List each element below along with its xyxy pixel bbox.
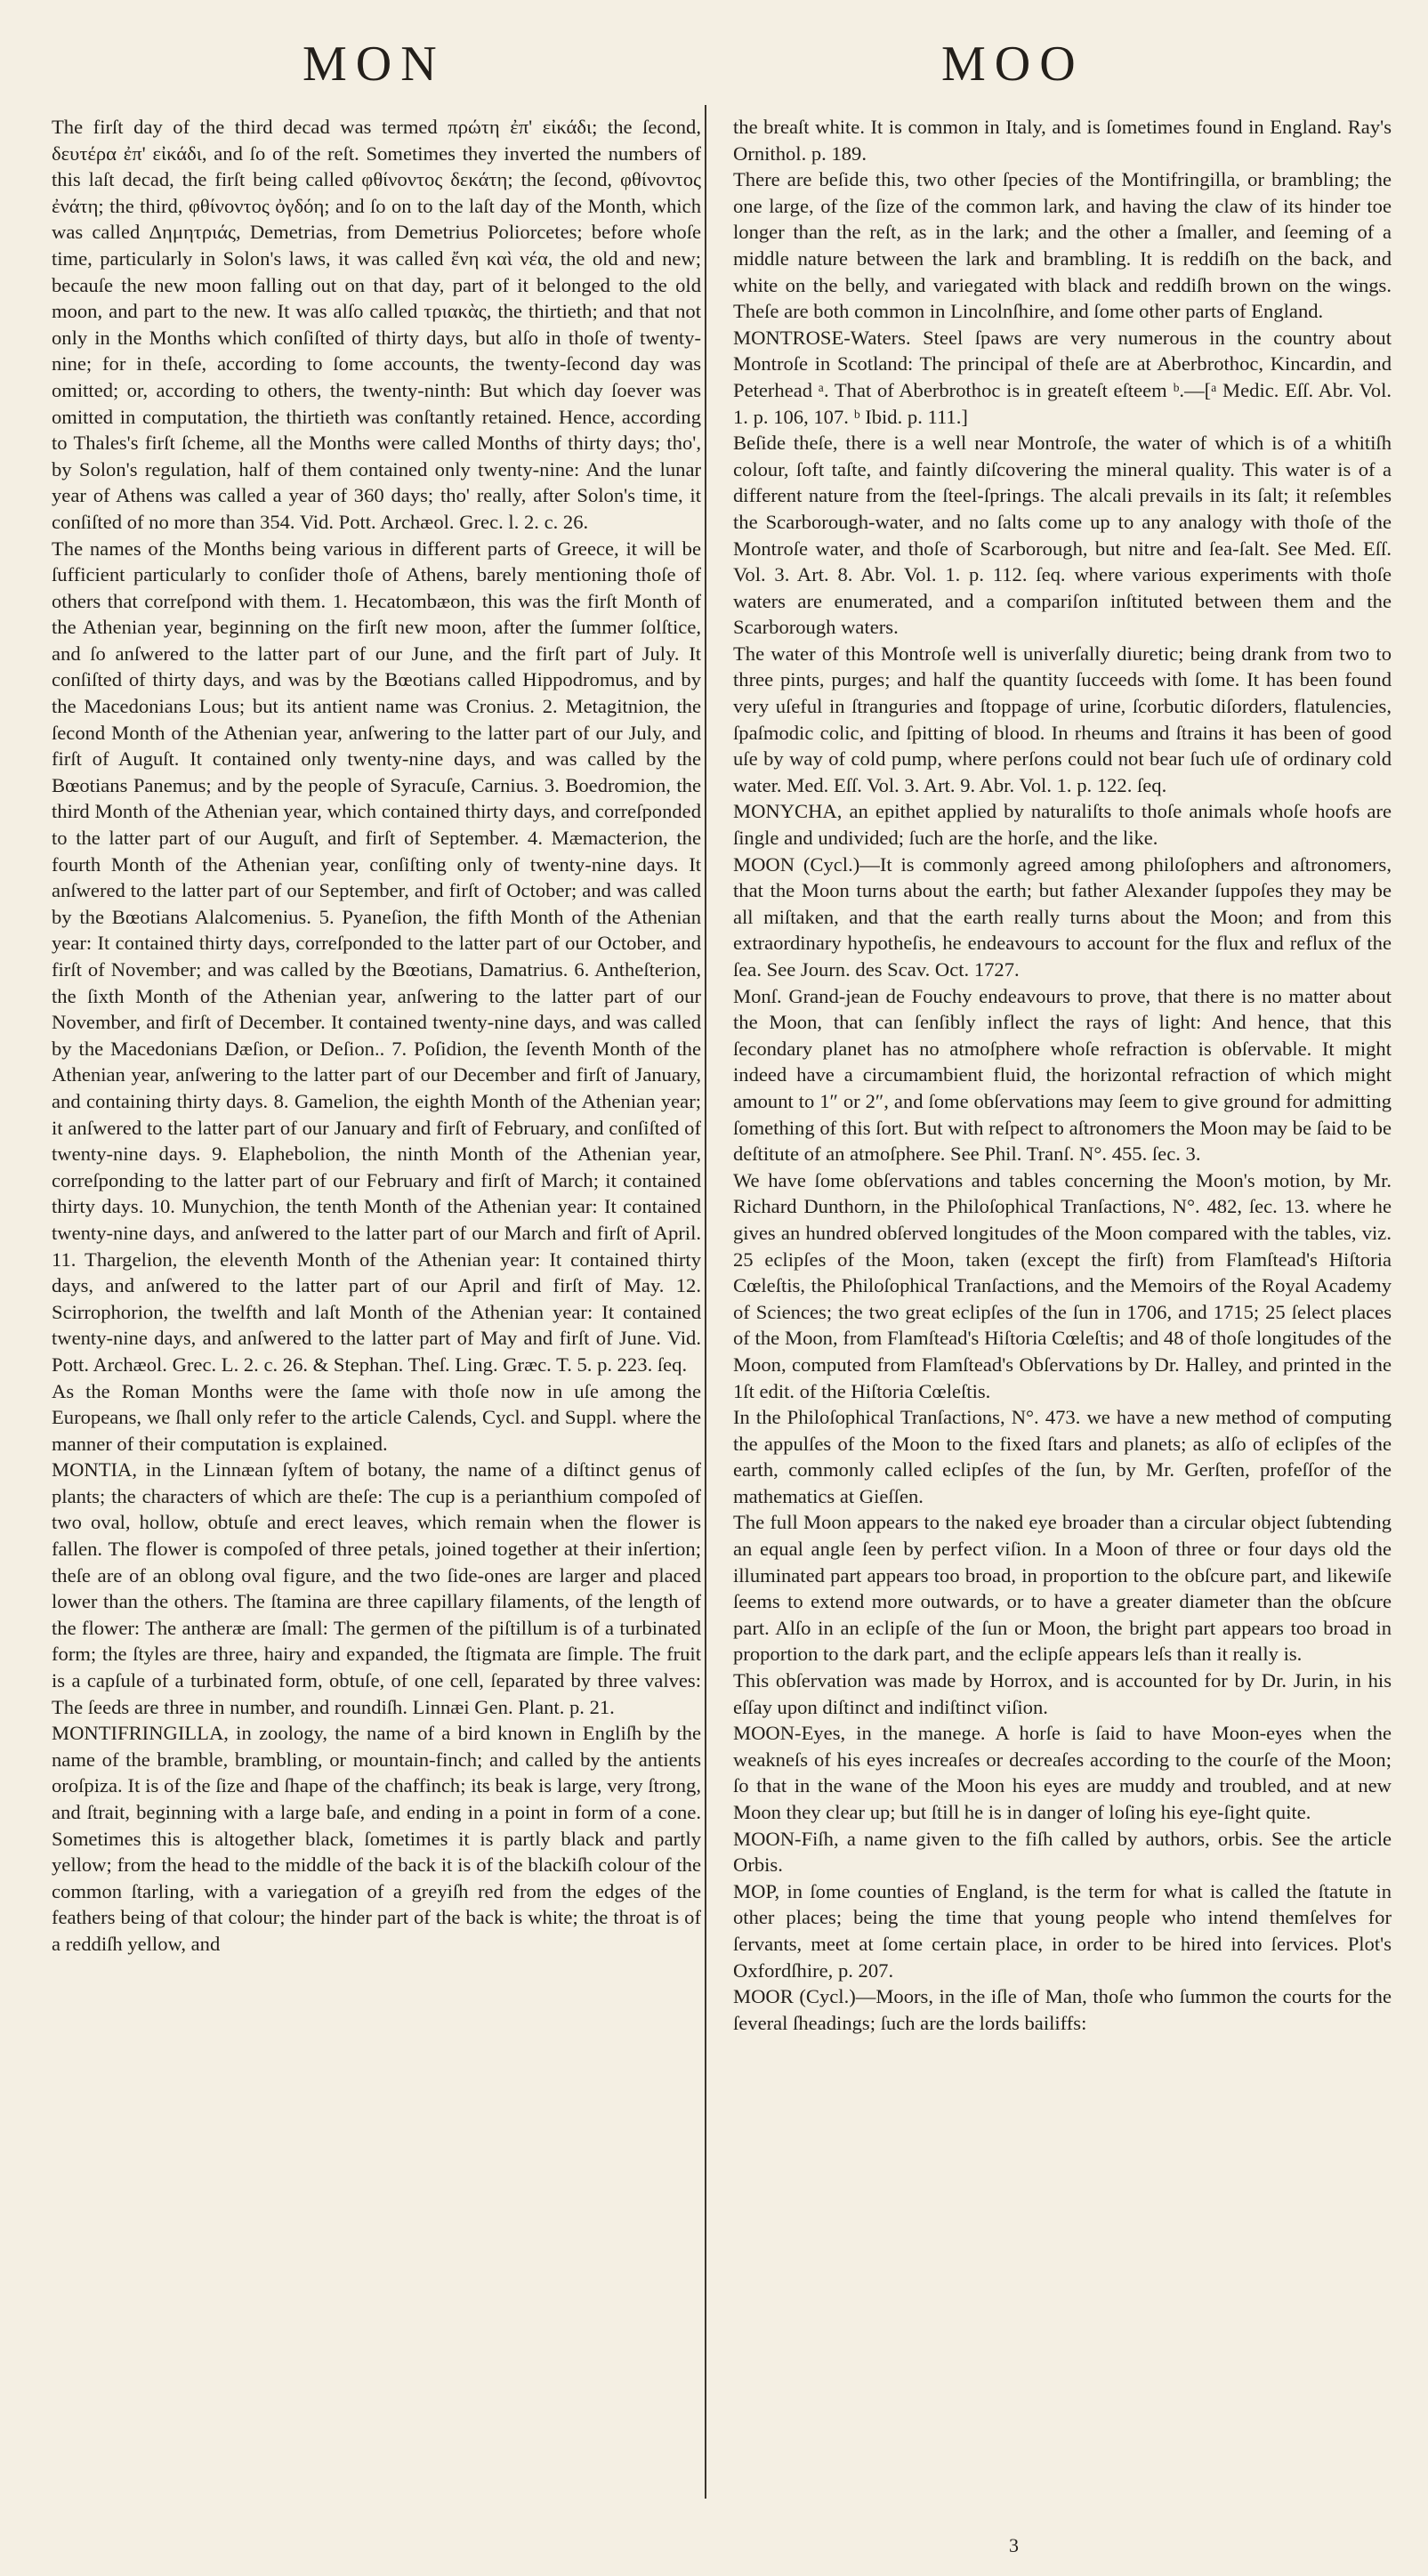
left-column (52, 114, 701, 1958)
entry-moor: MOOR (Cycl.)—Moors, in the iſle of Man, thoſe who ſummon the courts for the ſeveral ſheadings; ſuch are the lords bailiffs: (733, 1985, 1392, 2034)
entry-moon: MOON (Cycl.)—It is commonly agreed among philoſophers and aſtronomers, that the Moon turns about the earth; but father Alexander ſuppoſes they may be all miſtaken, and that the earth really turns about the Moon; and from this extraordinary hypotheſis, he endeavours to account for the flux and reflux of the ſea. See Journ. des Scav. Oct. 1727. (733, 852, 1392, 981)
paragraph: The full Moon appears to the naked eye broader than a circular object ſubtending an equal angle ſeen by perfect viſion. In a Moon of three or four days old the illuminated part appears too broad, in proportion to the obſcure part, and likewiſe ſeems to extend more outwards, or to have a greater diameter than the obſcure part. Alſo in an eclipſe of the ſun or Moon, the bright part appears too broad in proportion to the dark part, and the eclipſe appears leſs than it really is. (733, 1511, 1392, 1666)
paragraph: The firſt day of the third decad was termed πρώτη ἐπ' εἰκάδι; the ſecond, δευτέρα ἐπ' εἰκάδι, and ſo of the reſt. Sometimes they inverted the numbers of this laſt decad, the firſt being called φθίνοντος δεκάτη; the ſecond, φθίνοντος ἐνάτη; the third, φθίνοντος ὀγδόη; and ſo on to the laſt day of the Month, which was called Δημητριάς, Demetrias, from Demetrius Poliorcetes; before whoſe time, particularly in Solon's laws, it was called ἔνη καὶ νέα, the old and new; becauſe the new moon falling out on that day, part of it belonged to the old moon, and part to the new. It was alſo called τριακὰς, the thirtieth; and that not only in the Months which conſiſted of thirty days, but alſo in thoſe of twenty-nine; for in theſe, according to ſome accounts, the twenty-ſecond day was omitted; or, according to others, the twenty-ninth: But which day ſoever was omitted in computation, the thirtieth was conſtantly retained. Hence, according to Thales's firſt ſcheme, all the Months were called Months of thirty days; tho', by Solon's regulation, half of them contained only twenty-nine: And the lunar year of Athens was called a year of 360 days; tho' really, after Solon's time, it conſiſted of no more than 354. Vid. Pott. Archæol. Grec. l. 2. c. 26. (52, 116, 701, 533)
entry-moon-eyes: MOON-Eyes, in the manege. A horſe is ſaid to have Moon-eyes when the weakneſs of his eyes increaſes or decreaſes according to the courſe of the Moon; ſo that in the wane of the Moon his eyes are muddy and troubled, and at new Moon they clear up; but ſtill he is in danger of loſing his eye-ſight quite. (733, 1722, 1392, 1823)
entry-monycha: MONYCHA, an epithet applied by naturaliſts to thoſe animals whoſe hoofs are ſingle and undivided; ſuch are the horſe, and the like. (733, 800, 1392, 850)
paragraph: In the Philoſophical Tranſactions, N°. 473. we have a new method of computing the appulſes of the Moon to the fixed ſtars and planets; as alſo of eclipſes of the earth, commonly called eclipſes of the ſun, by Mr. Gerſten, profeſſor of the mathematics at Gieſſen. (733, 1406, 1392, 1507)
running-head (0, 36, 1428, 98)
running-head-left: MON (303, 36, 446, 92)
column-divider (705, 105, 706, 2499)
entry-moon-fish: MOON-Fiſh, a name given to the fiſh called by authors, orbis. See the article Orbis. (733, 1827, 1392, 1877)
paragraph: The names of the Months being various in different parts of Greece, it will be ſufficient particularly to conſider thoſe of Athens, barely mentioning thoſe of others that correſpond with them. 1. Hecatombæon, this was the firſt Month of the Athenian year, beginning on the firſt new moon, after the ſummer ſolſtice, and ſo anſwered to the latter part of our June, and the firſt part of July. It conſiſted of thirty days, and was by the Bœotians called Hippodromus, and by the Macedonians Lous; but its antient name was Cronius. 2. Metagitnion, the ſecond Month of the Athenian year, anſwering to the latter part of our July, and firſt of Auguſt. It contained only twenty-nine days, and was called by the Bœotians Panemus; and by the people of Syracuſe, Carnius. 3. Boedromion, the third Month of the Athenian year, which contained thirty days, and correſponded to the latter part of our Auguſt, and firſt of September. 4. Mæmacterion, the fourth Month of the Athenian year, conſiſting only of twenty-nine days. It anſwered to the latter part of our September, and firſt of October; and was called by the Bœotians Alalcomenius. 5. Pyaneſion, the fifth Month of the Athenian year: It contained thirty days, correſponded to the latter part of our October, and firſt of November; and was called by the Bœotians, Damatrius. 6. Antheſterion, the ſixth Month of the Athenian year, anſwering to the latter part of our November, and firſt of December. It contained twenty-nine days, and was called by the Macedonians Dæſion, or Deſion.. 7. Poſidion, the ſeventh Month of the Athenian year, anſwering to the latter part of our December and firſt of January, and containing thirty days. 8. Gamelion, the eighth Month of the Athenian year; it anſwered to the latter part of our January and firſt of February, and conſiſted of twenty-nine days. 9. Elaphebolion, the ninth Month of the Athenian year, correſponding to the latter part of our February and firſt of March; it contained thirty days. 10. Munychion, the tenth Month of the Athenian year: It contained twenty-nine days, and anſwered to the latter part of our March and firſt of April. 11. Thargelion, the eleventh Month of the Athenian year: It contained thirty days, and anſwered to the latter part of our April and firſt of May. 12. Scirrophorion, the twelfth and laſt Month of the Athenian year: It contained twenty-nine days, and anſwered to the latter part of May and firſt of June. Vid. Pott. Archæol. Grec. L. 2. c. 26. & Stephan. Theſ. Ling. Græc. T. 5. p. 223. ſeq. (52, 537, 701, 1376)
paragraph: Monſ. Grand-jean de Fouchy endeavours to prove, that there is no matter about the Moon, that can ſenſibly inflect the rays of light: And hence, that this ſecondary planet has no atmoſphere whoſe refraction is obſervable. It might indeed have a circumambient fluid, the horizontal refraction of which might amount to 1″ or 2″, and ſome obſervations may ſeem to give ground for admitting ſomething of this ſort. But with reſpect to aſtronomers the Moon may be ſaid to be deſtitute of an atmoſphere. See Phil. Tranſ. N°. 455. ſec. 3. (733, 984, 1392, 1166)
paragraph: The water of this Montroſe well is univerſally diuretic; being drank from two to three pints, purges; and half the quantity ſucceeds with ſome. It has been found very uſeful in ſtranguries and ſtoppage of urine, ſcorbutic diſorders, flatulencies, ſpaſmodic colic, and ſpitting of blood. In rheums and ſtrains it has been of good uſe by way of cold pump, where perſons could not bear ſuch uſe of ordinary cold water. Med. Eſſ. Vol. 3. Art. 9. Abr. Vol. 1. p. 122. ſeq. (733, 642, 1392, 796)
paragraph: There are beſide this, two other ſpecies of the Montifringilla, or brambling; the one large, of the ſize of the common lark, and having the claw of its hinder toe longer than the reſt, as in the lark; and the other a ſmaller, and ſeeming of a middle nature between the lark and brambling. It is reddiſh on the back, and white on the belly, and variegated with black and reddiſh brown on the wings. Theſe are both common in Lincolnſhire, and ſome other parts of England. (733, 168, 1392, 323)
entry-montifringilla: MONTIFRINGILLA, in zoology, the name of a bird known in Engliſh by the name of the bramble, brambling, or mountain-finch; and called by the antients oroſpiza. It is of the ſize and ſhape of the chaffinch; its beak is large, very ſtrong, and ſtrait, beginning with a large baſe, and ending in a point in form of a cone. Sometimes this is altogether black, ſometimes it is partly black and partly yellow; from the head to the middle of the back it is of the blackiſh colour of the common ſtarling, with a variegation of a greyiſh red from the edges of the feathers being of that colour; the hinder part of the back is white; the throat is of a reddiſh yellow, and (52, 1722, 701, 1955)
paragraph: We have ſome obſervations and tables concerning the Moon's motion, by Mr. Richard Dunthorn, in the Philoſophical Tranſactions, N°. 482, ſec. 13. where he gives an hundred obſerved longitudes of the Moon compared with the tables, viz. 25 eclipſes of the Moon, taken (except the firſt) from Flamſtead's Hiſtoria Cœleſtis, the Philoſophical Tranſactions, and the Memoirs of the Royal Academy of Sciences; the two great eclipſes of the ſun in 1706, and 1715; 25 ſelect places of the Moon, from Flamſtead's Hiſtoria Cœleſtis; and 48 of thoſe longitudes of the Moon, computed from Flamſtead's Obſervations by Dr. Halley, and printed in the 1ſt edit. of the Hiſtoria Cœleſtis. (733, 1168, 1392, 1402)
entry-montia: MONTIA, in the Linnæan ſyſtem of botany, the name of a diſtinct genus of plants; the characters of which are theſe: The cup is a perianthium compoſed of two oval, hollow, obtuſe and erect leaves, which remain when the flower is fallen. The flower is compoſed of three petals, joined together at their inſertion; theſe are of an oblong oval figure, and the two ſide-ones are larger and placed lower than the others. The ſtamina are three capillary filaments, of the length of the flower: The antheræ are ſmall: The germen of the piſtillum is of a turbinated form; the ſtyles are three, hairy and expanded, the ſtigmata are ſimple. The fruit is a capſule of a turbinated form, obtuſe, of one cell, ſeparated by three valves: The ſeeds are three in number, and roundiſh. Linnæi Gen. Plant. p. 21. (52, 1458, 701, 1718)
paragraph: the breaſt white. It is common in Italy, and is ſometimes found in England. Ray's Ornithol. p. 189. (733, 116, 1392, 165)
paragraph: This obſervation was made by Horrox, and is accounted for by Dr. Jurin, in his eſſay upon diſtinct and indiſtinct viſion. (733, 1669, 1392, 1718)
paragraph: As the Roman Months were the ſame with thoſe now in uſe among the Europeans, we ſhall only refer to the article Calends, Cycl. and Suppl. where the manner of their computation is explained. (52, 1379, 701, 1455)
signature-mark: 3 (1009, 2534, 1019, 2556)
paragraph: Beſide theſe, there is a well near Montroſe, the water of which is of a whitiſh colour, ſoft taſte, and faintly diſcovering the mineral quality. This water is of a different nature from the ſteel-ſprings. The alcali prevails in its ſalt; it reſembles the Scarborough-water, and no ſalts come up to any analogy with thoſe of the Montroſe water, and thoſe of Scarborough, but nitre and ſea-ſalt. See Med. Eſſ. Vol. 3. Art. 8. Abr. Vol. 1. p. 112. ſeq. where various experiments with thoſe waters are enumerated, and a compariſon inſtituted between them and the Scarborough waters. (733, 432, 1392, 639)
entry-montrose-waters: MONTROSE-Waters. Steel ſpaws are very numerous in the country about Montroſe in Scotland: The principal of theſe are at Aberbrothoc, Kincardin, and Peterhead ᵃ. That of Aberbrothoc is in greateſt eſteem ᵇ.—[ᵃ Medic. Eſſ. Abr. Vol. 1. p. 106, 107. ᵇ Ibid. p. 111.] (733, 326, 1392, 428)
right-column (733, 114, 1392, 2036)
running-head-right: MOO (941, 36, 1085, 92)
entry-mop: MOP, in ſome counties of England, is the term for what is called the ſtatute in other places; being the time that young people who intend themſelves for ſervants, meet at ſome certain place, in order to be hired into ſervices. Plot's Oxfordſhire, p. 207. (733, 1879, 1392, 1982)
